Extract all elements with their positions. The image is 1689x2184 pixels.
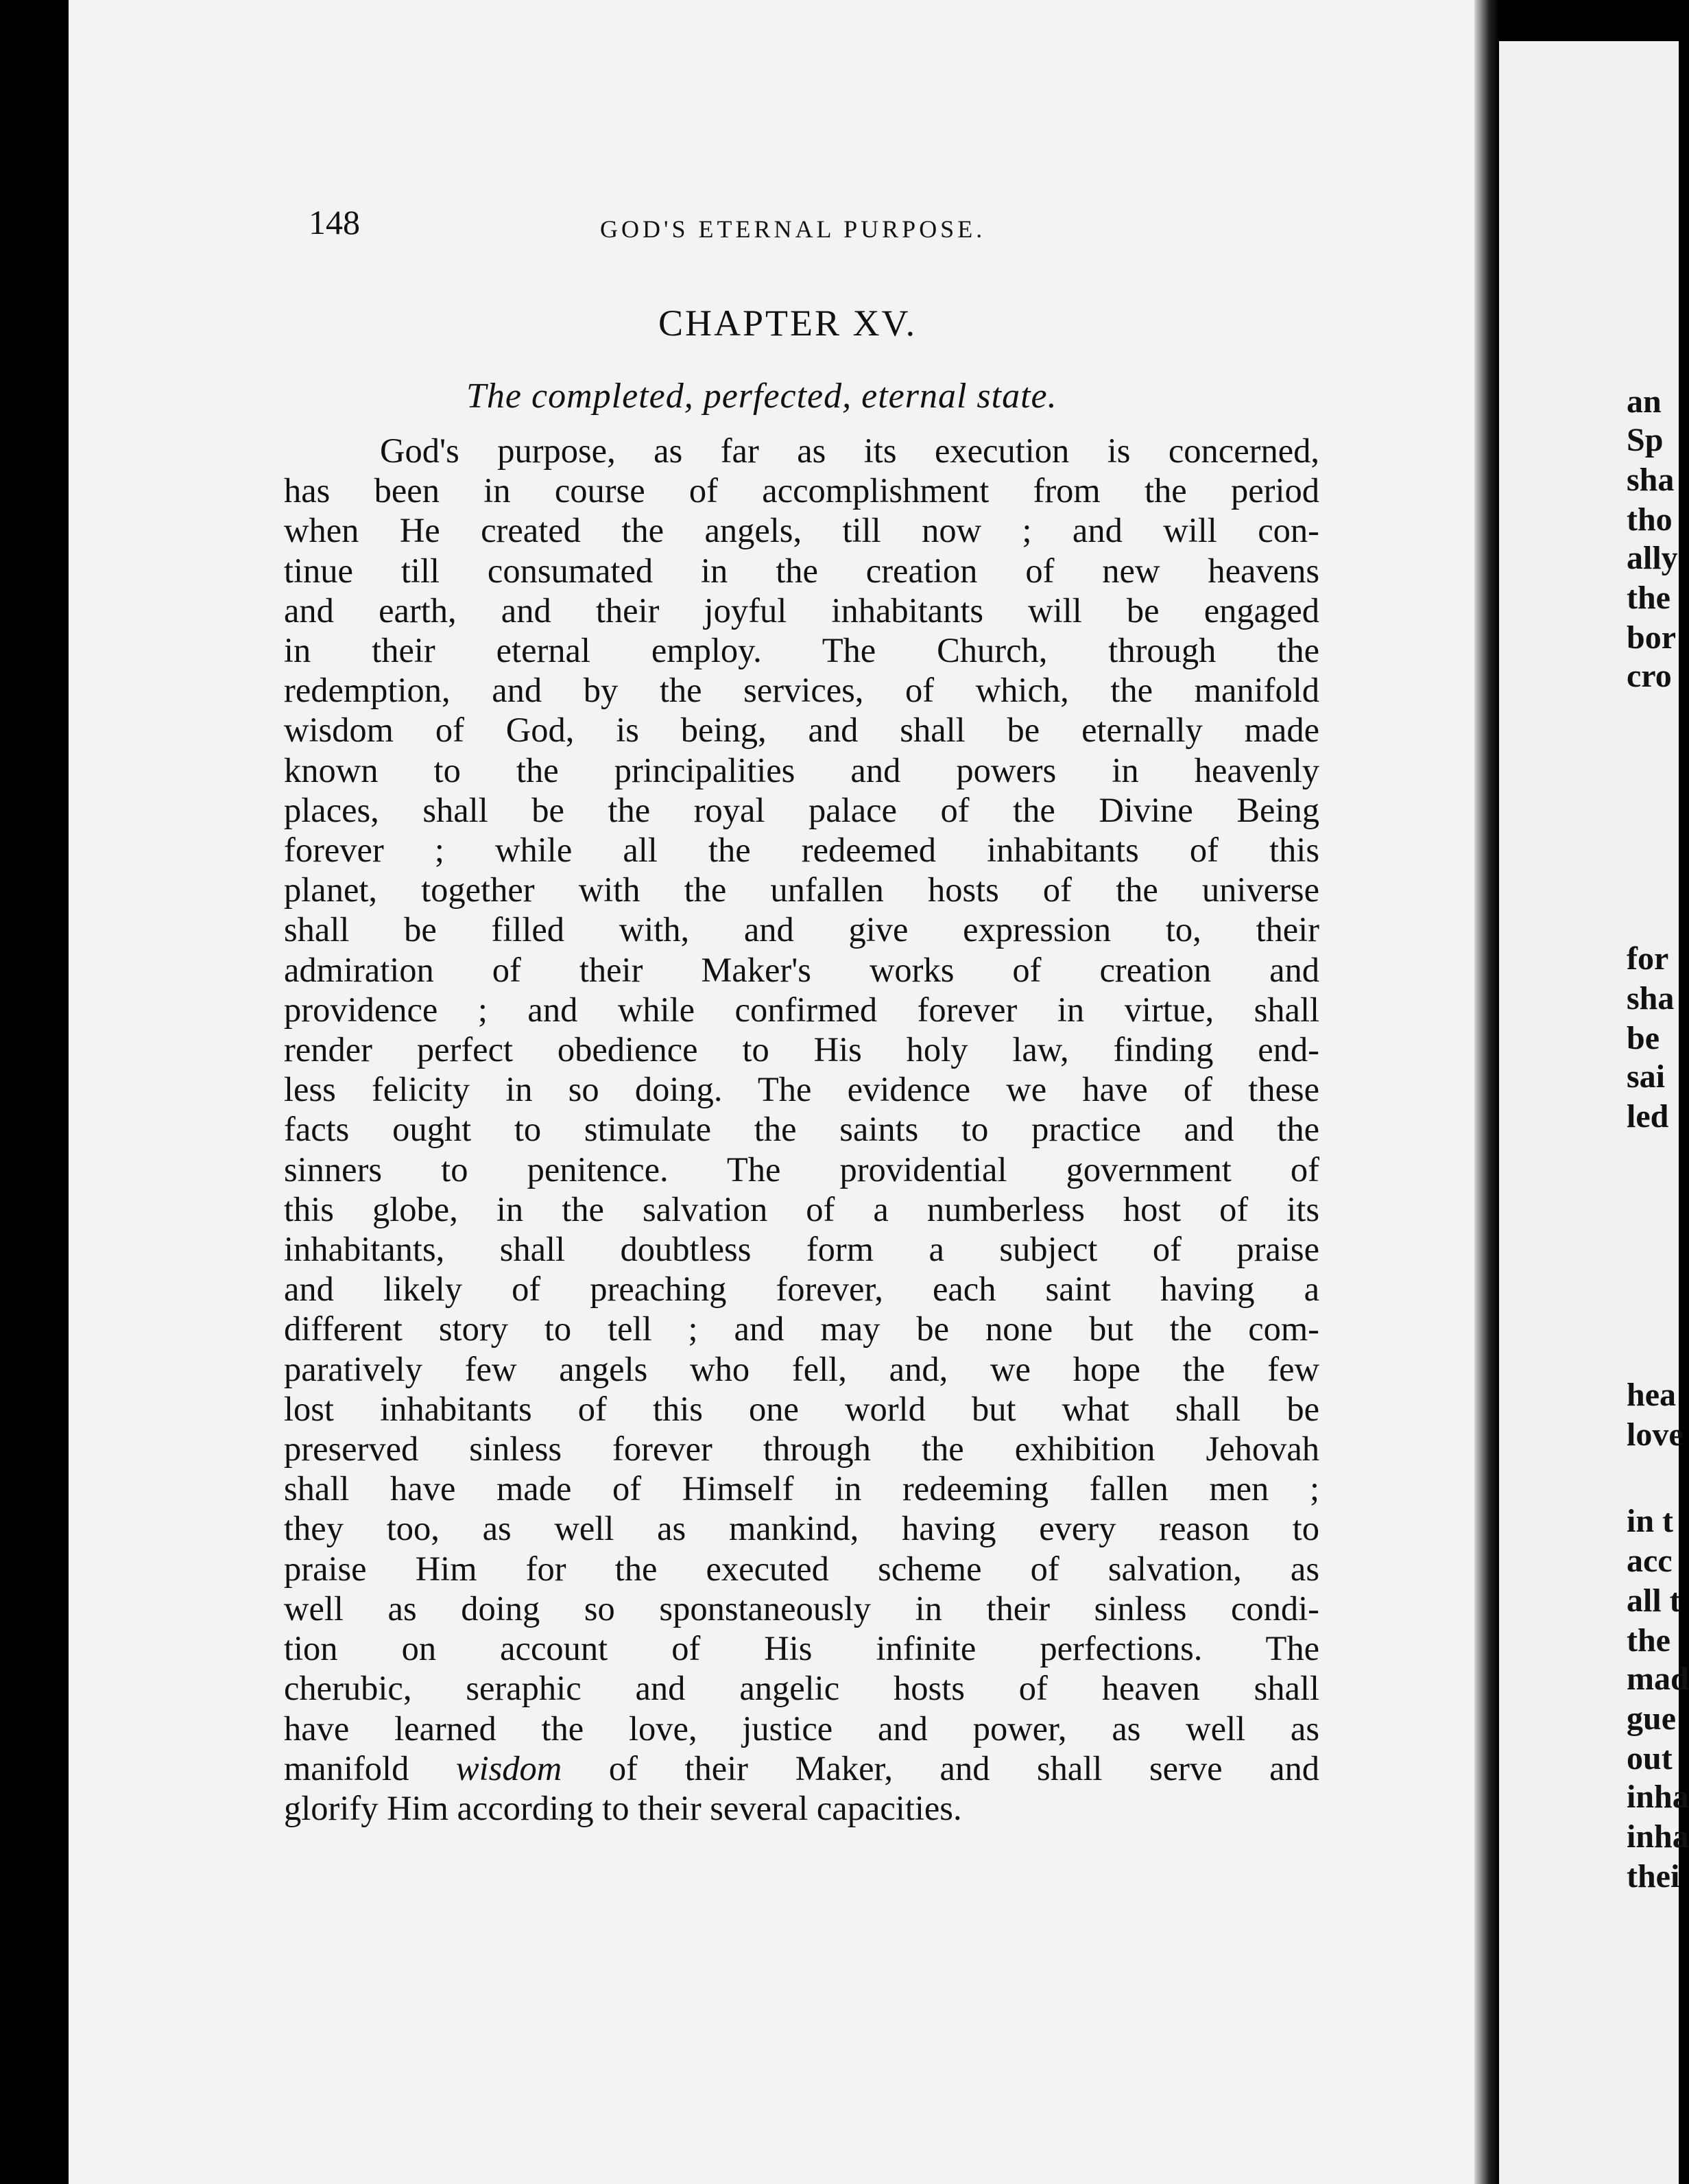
body-line-segment: of their Maker, and shall serve and bbox=[562, 1748, 1320, 1788]
facing-page-fragment: in t bbox=[1627, 1503, 1674, 1539]
page-number: 148 bbox=[309, 203, 360, 241]
book-gutter bbox=[1474, 0, 1499, 2184]
body-line: admiration of their Maker's works of creation and bbox=[284, 950, 1319, 989]
facing-page-fragment: cro bbox=[1627, 658, 1672, 694]
facing-page-fragment: love bbox=[1627, 1416, 1684, 1453]
body-line: tinue till consumated in the creation of new heavens bbox=[284, 551, 1319, 590]
body-line: this globe, in the salvation of a numberless host of its bbox=[284, 1189, 1319, 1228]
facing-page-fragment: gue bbox=[1627, 1700, 1676, 1737]
facing-page-fragment: inha bbox=[1627, 1779, 1689, 1815]
body-line: redemption, and by the services, of which, the manifold bbox=[284, 671, 1319, 710]
body-line: different story to tell ; and may be none but the com- bbox=[284, 1309, 1319, 1349]
chapter-body-text bbox=[284, 431, 1319, 1828]
chapter-subtitle: The completed, perfected, eternal state. bbox=[466, 377, 1057, 416]
body-line-final: glorify Him according to their several capacities. bbox=[284, 1788, 962, 1827]
body-line-segment: manifold bbox=[284, 1748, 456, 1788]
facing-page-text-fragments bbox=[1627, 0, 1689, 2184]
facing-page-fragment: Sp bbox=[1627, 422, 1664, 458]
body-line: inhabitants, shall doubtless form a subject of praise bbox=[284, 1230, 1319, 1269]
facing-page-fragment: ally bbox=[1627, 540, 1678, 576]
body-line-with-italic bbox=[284, 1748, 1319, 1788]
body-line: shall have made of Himself in redeeming fallen men ; bbox=[284, 1469, 1319, 1508]
body-line: God's purpose, as far as its execution is concerned, bbox=[380, 431, 1319, 470]
facing-page-fragment: inha bbox=[1627, 1818, 1689, 1855]
facing-page-fragment: sha bbox=[1627, 980, 1675, 1017]
facing-page-fragment: the bbox=[1627, 580, 1670, 616]
body-line: lost inhabitants of this one world but what shall be bbox=[284, 1389, 1319, 1428]
facing-page-fragment: led bbox=[1627, 1098, 1669, 1135]
facing-page-fragment: bor bbox=[1627, 619, 1676, 656]
body-line: preserved sinless forever through the exhibition Jehovah bbox=[284, 1429, 1319, 1469]
facing-page-fragment: mad bbox=[1627, 1661, 1689, 1697]
facing-page-fragment: sha bbox=[1627, 462, 1675, 498]
body-line: wisdom of God, is being, and shall be eternally made bbox=[284, 711, 1319, 750]
body-line: render perfect obedience to His holy law, finding end- bbox=[284, 1030, 1319, 1069]
facing-page-fragment: sai bbox=[1627, 1058, 1666, 1095]
facing-page-fragment: be bbox=[1627, 1020, 1660, 1056]
page-header bbox=[309, 202, 1118, 257]
facing-page-fragment: out bbox=[1627, 1740, 1673, 1777]
body-line: and likely of preaching forever, each saint having a bbox=[284, 1270, 1319, 1309]
body-line: known to the principalities and powers in heavenly bbox=[284, 750, 1319, 790]
body-line: when He created the angels, till now ; and will con- bbox=[284, 511, 1319, 550]
facing-page-fragment: acc bbox=[1627, 1543, 1673, 1579]
body-line: in their eternal employ. The Church, through the bbox=[284, 631, 1319, 670]
body-line: less felicity in so doing. The evidence we have of these bbox=[284, 1070, 1319, 1109]
body-line: tion on account of His infinite perfections. The bbox=[284, 1629, 1319, 1668]
facing-page-fragment: hea bbox=[1627, 1377, 1676, 1413]
body-line: has been in course of accomplishment from the period bbox=[284, 471, 1319, 510]
body-line: planet, together with the unfallen hosts of the universe bbox=[284, 870, 1319, 910]
body-line: cherubic, seraphic and angelic hosts of heaven shall bbox=[284, 1669, 1319, 1708]
body-line: paratively few angels who fell, and, we hope the few bbox=[284, 1349, 1319, 1388]
facing-page-fragment: thei bbox=[1627, 1858, 1680, 1895]
running-title: GOD'S ETERNAL PURPOSE. bbox=[600, 215, 986, 243]
body-line: praise Him for the executed scheme of salvation, as bbox=[284, 1549, 1319, 1588]
body-line: have learned the love, justice and power, as well as bbox=[284, 1709, 1319, 1748]
body-line: well as doing so sponstaneously in their sinless condi- bbox=[284, 1589, 1319, 1628]
scan-left-margin bbox=[0, 0, 69, 2184]
facing-page-fragment: tho bbox=[1627, 501, 1673, 538]
facing-page-fragment: the bbox=[1627, 1622, 1670, 1659]
facing-page-fragment: an bbox=[1627, 383, 1662, 420]
body-line: they too, as well as mankind, having every reason to bbox=[284, 1509, 1319, 1548]
chapter-heading: CHAPTER XV. bbox=[658, 302, 918, 344]
body-line: and earth, and their joyful inhabitants will be engaged bbox=[284, 591, 1319, 630]
facing-page-fragment: all t bbox=[1627, 1582, 1681, 1619]
body-line: forever ; while all the redeemed inhabitants of this bbox=[284, 831, 1319, 870]
body-line: providence ; and while confirmed forever in virtue, shall bbox=[284, 990, 1319, 1029]
italic-word: wisdom bbox=[455, 1748, 562, 1788]
body-line: sinners to penitence. The providential government of bbox=[284, 1150, 1319, 1189]
body-line: facts ought to stimulate the saints to practice and the bbox=[284, 1110, 1319, 1149]
body-line: shall be filled with, and give expression to, their bbox=[284, 910, 1319, 949]
body-line: places, shall be the royal palace of the Divine Being bbox=[284, 790, 1319, 829]
facing-page-fragment: for bbox=[1627, 940, 1669, 977]
